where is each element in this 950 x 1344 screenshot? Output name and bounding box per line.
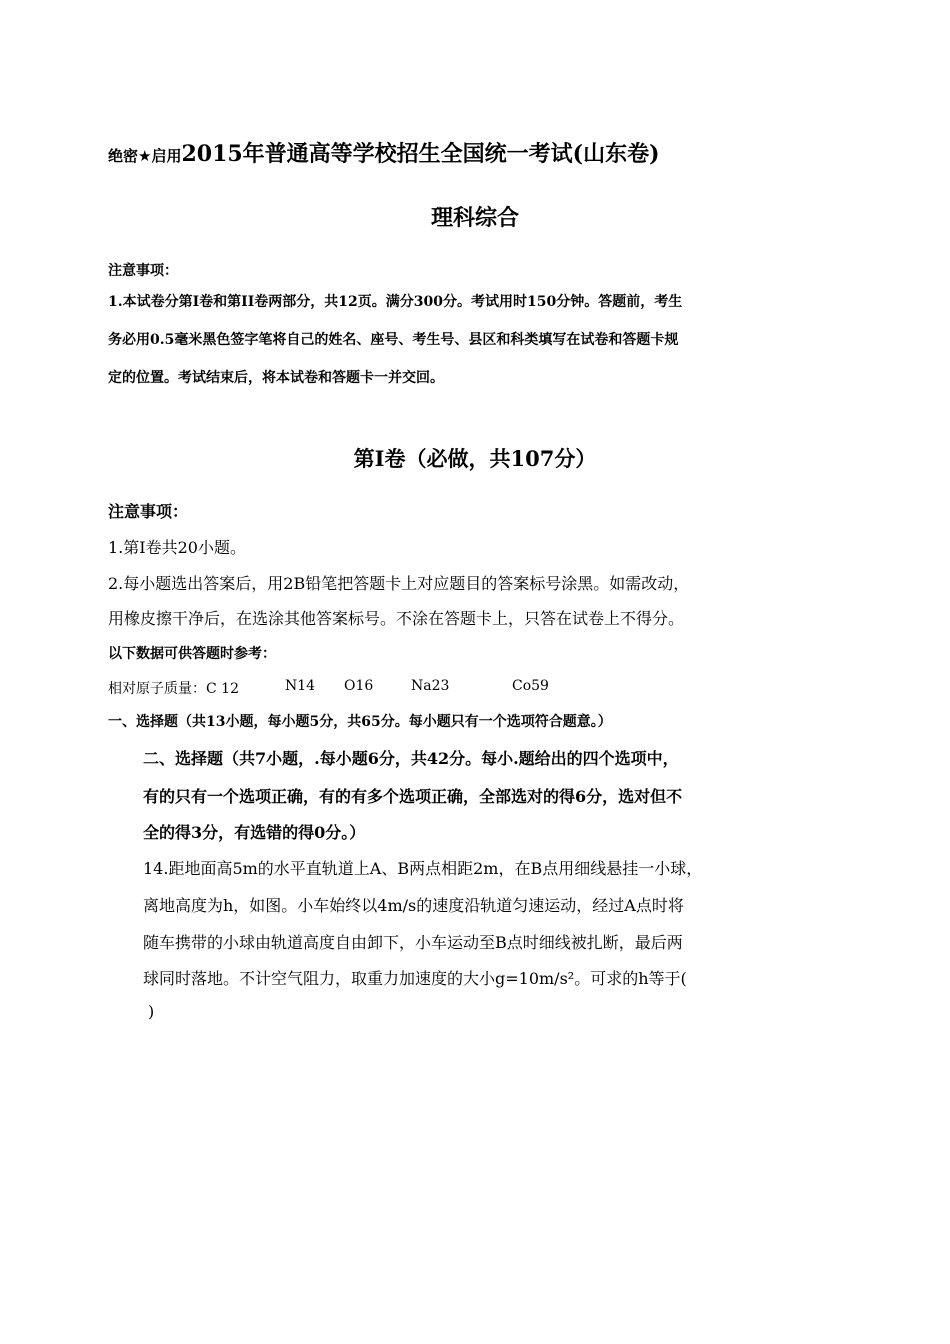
notes-line: 定的位置。考试结束后，将本试卷和答题卡一并交回。 <box>108 370 444 386</box>
section-notes-item: 2.每小题选出答案后，用2B铅笔把答题卡上对应题目的答案标号涂黑。如需改动， <box>108 574 690 593</box>
section-title: 第Ⅰ卷（必做，共107分） <box>353 446 597 471</box>
question-14-line: 随车携带的小球由轨道高度自由卸下，小车运动至B点时细线被扎断，最后两 <box>143 933 683 952</box>
question-14-line: ) <box>148 1002 155 1021</box>
section-notes-item: 1.第Ⅰ卷共20小题。 <box>108 538 246 557</box>
section-notes-heading: 注意事项： <box>108 502 189 521</box>
atomic-mass-label: 相对原子质量：C 12 <box>108 681 239 697</box>
notes-line: 1.本试卷分第I卷和第II卷两部分，共12页。满分300分。考试用时150分钟。答题前，考生 <box>108 294 683 310</box>
subject-title: 理科综合 <box>430 205 519 231</box>
section-notes-item: 用橡皮擦干净后，在选涂其他答案标号。不涂在答题卡上，只答在试卷上不得分。 <box>108 609 685 628</box>
question-14-line: 14.距地面高5m的水平直轨道上A、B两点相距2m，在B点用细线悬挂一小球， <box>143 859 703 878</box>
choice-part2-line: 有的只有一个选项正确，有的有多个选项正确，全部选对的得6分，选对但不 <box>143 787 683 806</box>
atomic-mass-item: Co59 <box>512 678 549 694</box>
secret-mark: 绝密★启用 <box>108 147 182 165</box>
choice-part2-line: 全的得3分，有选错的得0分。） <box>143 823 366 842</box>
exam-title-text: 2015年普通高等学校招生全国统一考试(山东卷) <box>181 141 660 167</box>
atomic-mass-item: N14 <box>285 678 316 694</box>
notes-heading: 注意事项： <box>108 263 178 279</box>
question-14-line: 离地高度为h，如图。小车始终以4m/s的速度沿轨道匀速运动，经过A点时将 <box>143 896 684 915</box>
reference-heading: 以下数据可供答题时参考： <box>108 646 276 662</box>
choice-part2-line: 二、选择题（共7小题，.每小题6分，共42分。每小.题给出的四个选项中， <box>143 749 679 768</box>
question-14-line: 球同时落地。不计空气阻力，取重力加速度的大小g=10m/s²。可求的h等于( <box>143 969 687 988</box>
atomic-mass-item: Na23 <box>411 678 450 694</box>
notes-line: 务必用0.5毫米黑色签字笔将自己的姓名、座号、考生号、县区和科类填写在试卷和答题卡规 <box>108 332 679 348</box>
exam-title <box>108 137 660 168</box>
atomic-mass-item: O16 <box>344 678 374 694</box>
choice-part1-instructions: 一、选择题（共13小题，每小题5分，共65分。每小题只有一个选项符合题意。） <box>108 714 612 730</box>
